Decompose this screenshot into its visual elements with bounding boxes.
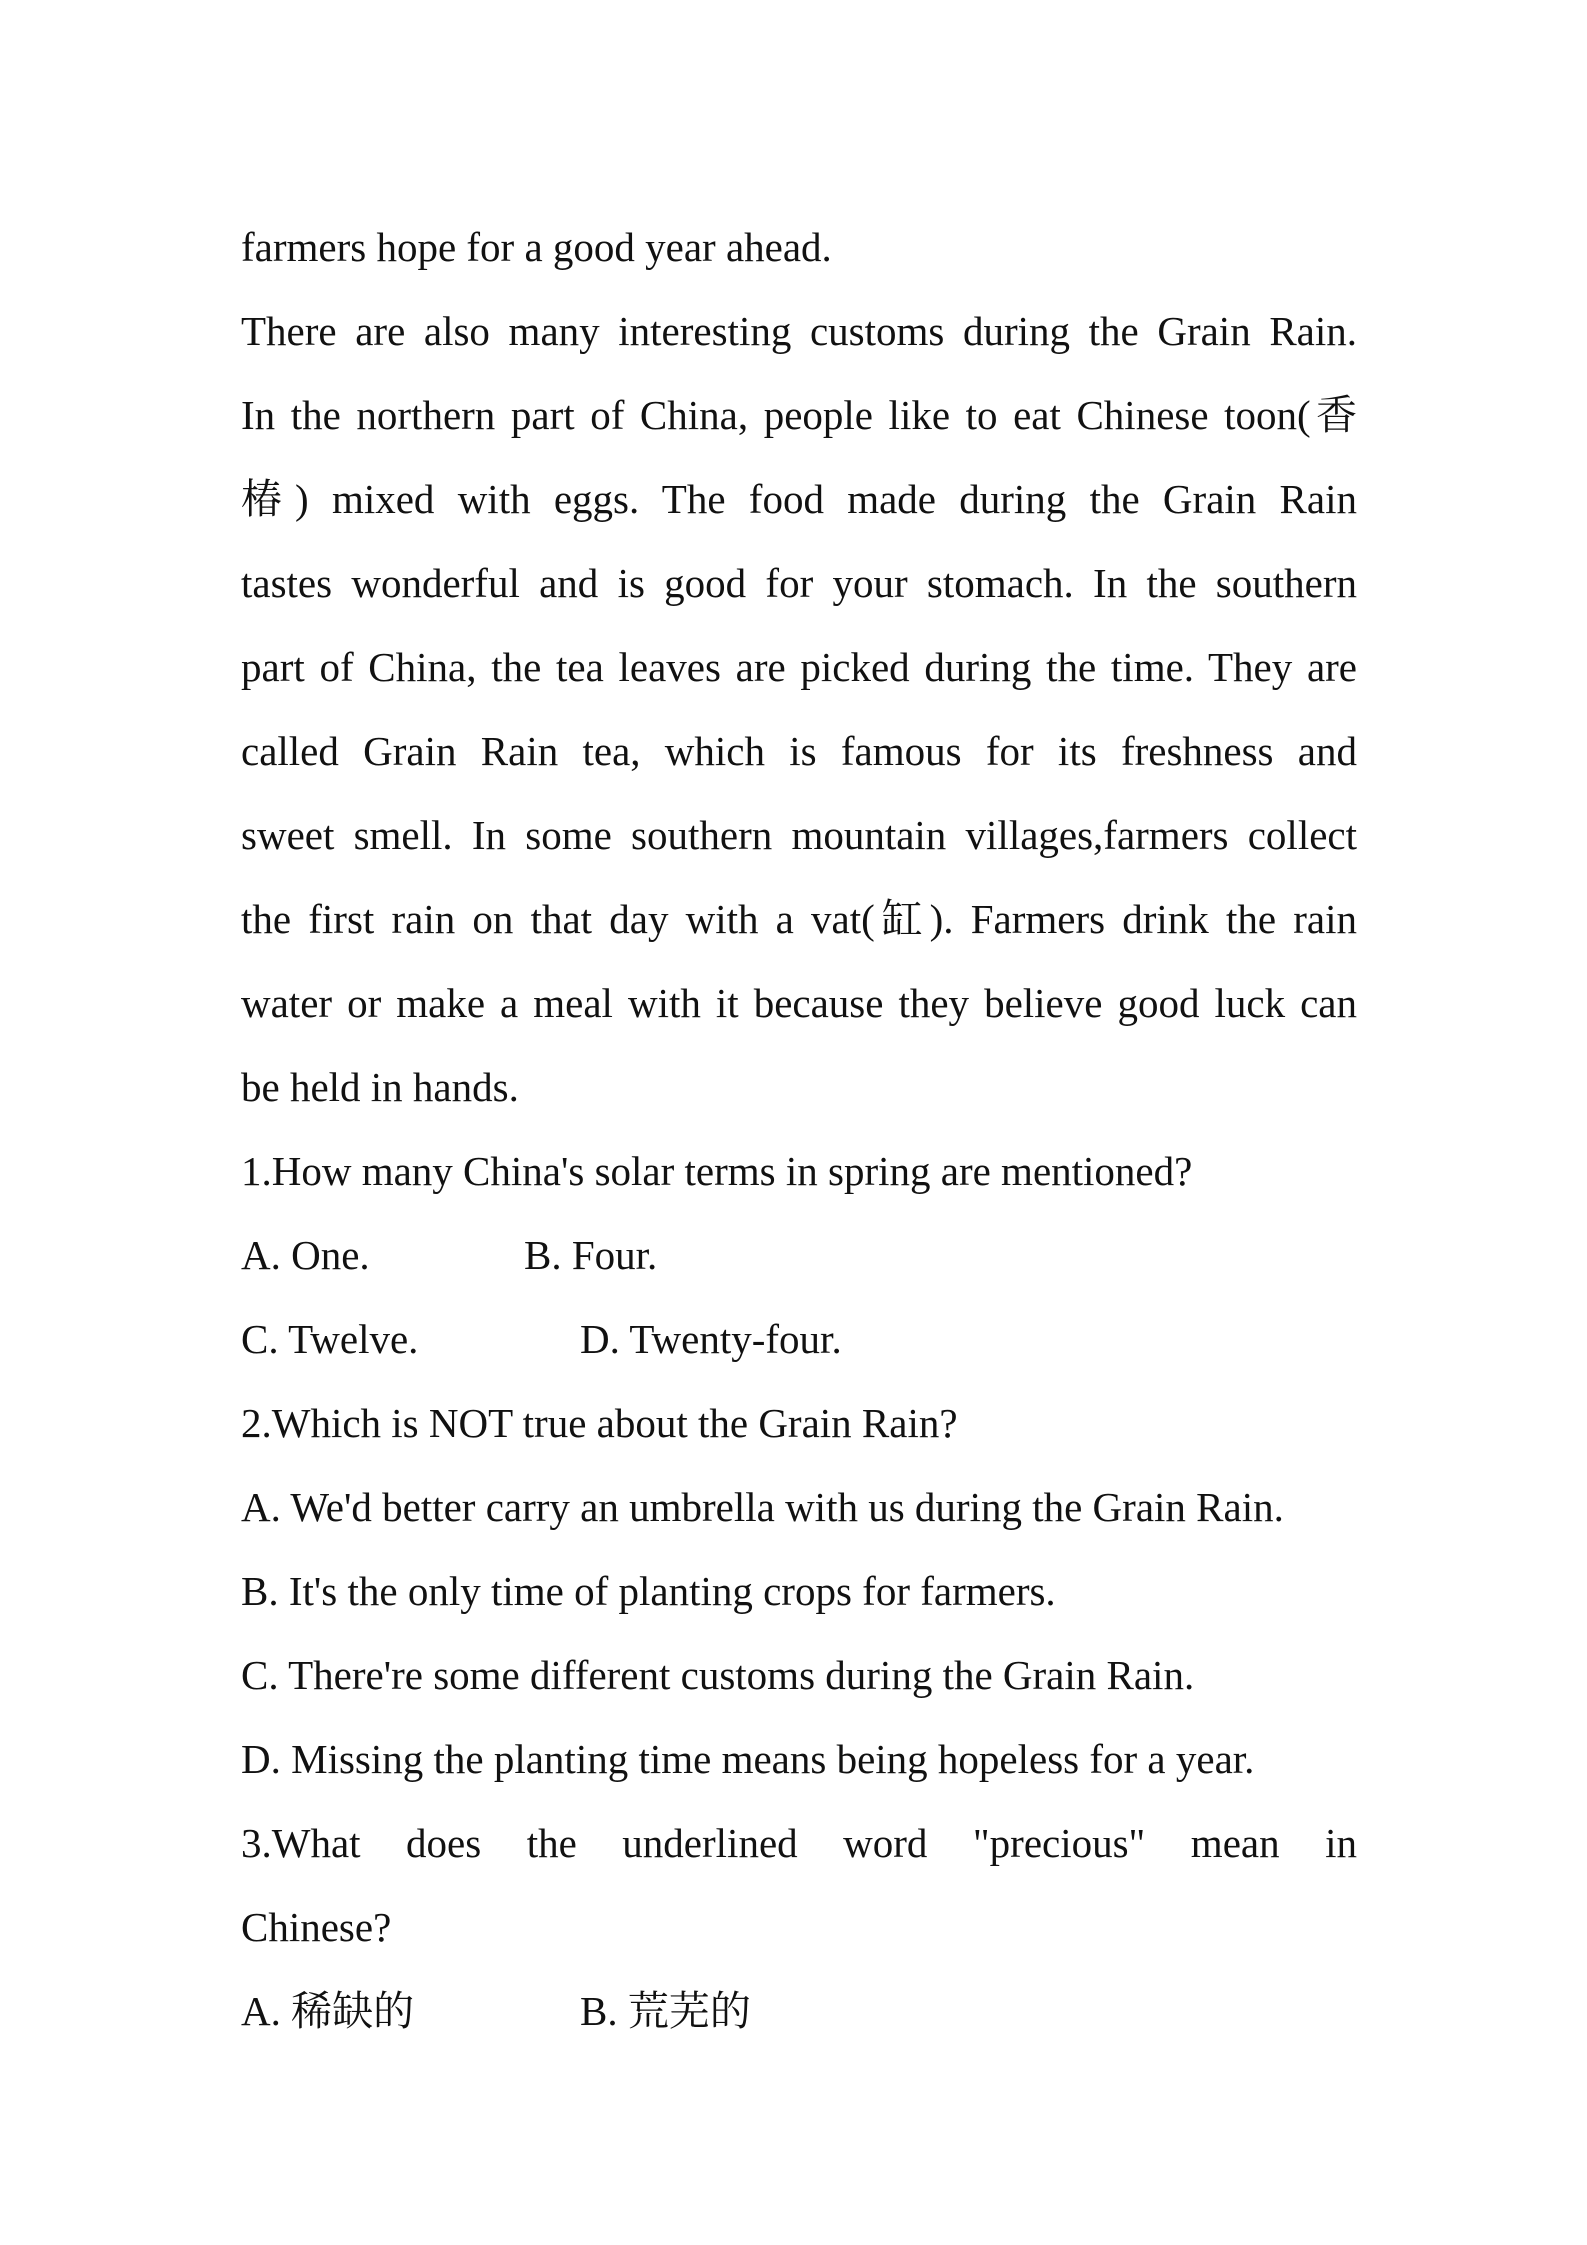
passage-line: water or make a meal with it because they believe good luck can: [241, 980, 1357, 1026]
passage-line: 椿) mixed with eggs. The food made during the Grain Rain: [241, 476, 1357, 522]
question-1-option-b: B. Four.: [524, 1232, 658, 1278]
question-1-stem: 1.How many China's solar terms in spring are mentioned?: [241, 1148, 1193, 1194]
passage-line: There are also many interesting customs during the Grain Rain.: [241, 308, 1357, 354]
passage-line: sweet smell. In some southern mountain villages,farmers collect: [241, 812, 1357, 858]
passage-line: be held in hands.: [241, 1064, 519, 1110]
question-3: [241, 1801, 1357, 2053]
passage-line: tastes wonderful and is good for your stomach. In the southern: [241, 560, 1357, 606]
passage: [241, 205, 1357, 1129]
question-1-options-row-2: [241, 1297, 1357, 1381]
document-page: [241, 205, 1357, 2053]
question-2-option-c: C. There're some different customs during the Grain Rain.: [241, 1652, 1195, 1698]
question-1-option-a: A. One.: [241, 1232, 370, 1278]
question-2-option-d: D. Missing the planting time means being hopeless for a year.: [241, 1736, 1255, 1782]
question-3-stem-line-1: 3.What does the underlined word "precious" mean in: [241, 1820, 1357, 1866]
passage-line: part of China, the tea leaves are picked during the time. They are: [241, 644, 1357, 690]
question-3-options-row-1: [241, 1969, 1357, 2053]
question-2-option-a: A. We'd better carry an umbrella with us during the Grain Rain.: [241, 1484, 1284, 1530]
passage-line: farmers hope for a good year ahead.: [241, 224, 832, 270]
question-1: [241, 1129, 1357, 1381]
passage-line: the first rain on that day with a vat(缸). Farmers drink the rain: [241, 896, 1357, 942]
question-1-options-row-1: [241, 1213, 1357, 1297]
passage-line: called Grain Rain tea, which is famous for its freshness and: [241, 728, 1357, 774]
question-3-stem-line-2: Chinese?: [241, 1904, 392, 1950]
question-3-option-b: B. 荒芜的: [580, 1988, 751, 2034]
question-2-option-b: B. It's the only time of planting crops for farmers.: [241, 1568, 1056, 1614]
question-2-stem: 2.Which is NOT true about the Grain Rain?: [241, 1400, 958, 1446]
question-2: [241, 1381, 1357, 1801]
question-3-option-a: A. 稀缺的: [241, 1988, 415, 2034]
question-1-option-d: D. Twenty-four.: [580, 1316, 842, 1362]
question-1-option-c: C. Twelve.: [241, 1316, 419, 1362]
passage-line: In the northern part of China, people like to eat Chinese toon(香: [241, 392, 1357, 438]
